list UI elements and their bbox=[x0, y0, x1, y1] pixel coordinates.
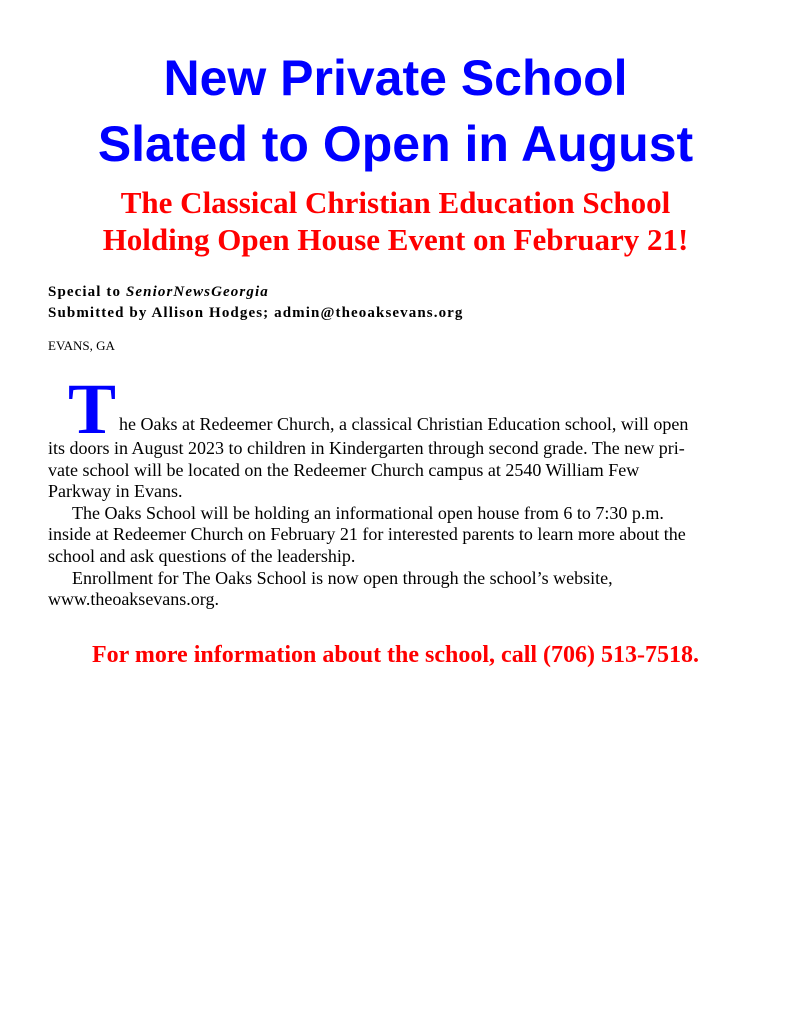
publication-name: SeniorNewsGeorgia bbox=[125, 284, 269, 300]
byline bbox=[48, 282, 464, 324]
dateline: EVANS, GA bbox=[48, 338, 115, 353]
subheadline bbox=[0, 184, 791, 258]
headline-line: New Private School bbox=[163, 50, 628, 106]
special-prefix: Special to bbox=[48, 284, 126, 300]
text-line: vate school will be located on the Redeemer Church campus at 2540 William Few bbox=[48, 459, 640, 480]
subheadline-line: Holding Open House Event on February 21! bbox=[102, 222, 689, 257]
subheadline-line: The Classical Christian Education School bbox=[120, 185, 671, 220]
text-line: Enrollment for The Oaks School is now open through the school’s website, bbox=[72, 567, 613, 588]
headline bbox=[0, 45, 791, 177]
text-line: The Oaks School will be holding an informational open house from 6 to 7:30 p.m. bbox=[72, 502, 664, 523]
article-body bbox=[48, 369, 748, 611]
text-line: school and ask questions of the leadership. bbox=[48, 545, 356, 566]
text-line: inside at Redeemer Church on February 21 for interested parents to learn more about the bbox=[48, 524, 686, 545]
text-line: its doors in August 2023 to children in Kindergarten through second grade. The new pri- bbox=[48, 438, 685, 458]
text-line: he Oaks at Redeemer Church, a classical Christian Education school, will open bbox=[119, 414, 689, 435]
call-to-action: For more information about the school, call (706) 513-7518. bbox=[91, 642, 700, 668]
headline-line: Slated to Open in August bbox=[97, 116, 694, 172]
submitted-by: Submitted by Allison Hodges; admin@theoaksevans.org bbox=[48, 305, 464, 321]
special-to bbox=[48, 282, 464, 303]
drop-cap: T bbox=[68, 369, 117, 449]
text-line: Parkway in Evans. bbox=[48, 481, 183, 502]
text-line: www.theoaksevans.org. bbox=[48, 589, 219, 610]
